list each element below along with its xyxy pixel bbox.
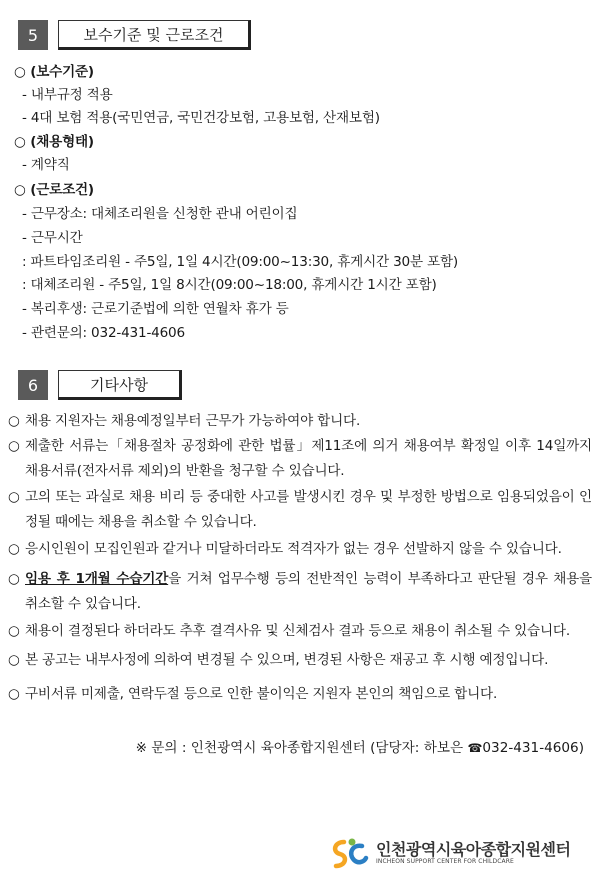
list-item: - 4대 보험 적용(국민연금, 국민건강보험, 고용보험, 산재보험) [22,110,380,126]
list-item: - 내부규정 적용 [22,87,113,103]
list-item: - 계약직 [22,157,70,173]
notice-item [8,648,592,673]
category-heading: ○ (보수기준) [14,64,94,80]
circle-bullet: ○ [8,623,20,639]
notice-text: 채용 지원자는 채용예정일부터 근무가 가능하여야 합니다. [25,413,361,429]
notice-text: 채용이 결정된다 하더라도 추후 결격사유 및 신체검사 결과 등으로 채용이 취소될 수 있습니다. [25,623,570,639]
circle-bullet: ○ [8,652,20,668]
logo-subtitle: INCHEON SUPPORT CENTER FOR CHILDCARE [376,857,514,865]
organization-logo [330,836,570,870]
list-item: - 관련문의: 032-431-4606 [22,325,185,341]
notice-text: 구비서류 미제출, 연락두절 등으로 인한 불이익은 지원자 본인의 책임으로 합니다. [25,686,498,702]
circle-bullet: ○ [8,541,20,557]
circle-bullet: ○ [8,489,20,505]
logo-name: 인천광역시육아종합지원센터 [376,839,571,859]
notice-text: 을 거쳐 업무수행 등의 전반적인 능력이 부족하다고 판단될 경우 채용을 취소할 수 있습니다. [25,571,592,612]
circle-bullet: ○ [8,413,20,429]
notice-item [8,537,592,562]
section-6-header [18,370,182,400]
notice-text: 응시인원이 모집인원과 같거나 미달하더라도 적격자가 없는 경우 선발하지 않을 수 있습니다. [25,541,562,557]
logo-emblem-icon [330,836,370,870]
notice-item [8,619,592,644]
notice-item [8,682,592,707]
section-number: 5 [18,20,48,50]
phone-icon: ☎ [467,741,483,755]
circle-bullet: ○ [8,438,20,454]
emphasis-text: 임용 후 1개월 수습기간 [25,571,169,587]
notice-text: 고의 또는 과실로 채용 비리 등 중대한 사고를 발생시킨 경우 및 부정한 방법으로 임용되었음이 인정될 때에는 채용을 취소할 수 있습니다. [25,489,592,530]
list-item: - 근무시간 [22,230,83,246]
contact-phone: 032-431-4606) [482,740,584,756]
contact-info [136,736,584,756]
section-5-header [18,20,251,50]
notice-item [8,434,592,484]
notice-item [8,485,592,535]
list-subitem: : 파트타임조리원 - 주5일, 1일 4시간(09:00~13:30, 휴게시간 30분 포함) [22,254,458,270]
category-heading: ○ (근로조건) [14,182,94,198]
list-item: - 근무장소: 대체조리원을 신청한 관내 어린이집 [22,206,298,222]
notice-text: 본 공고는 내부사정에 의하여 변경될 수 있으며, 변경된 사항은 재공고 후 시행 예정입니다. [25,652,549,668]
list-subitem: : 대체조리원 - 주5일, 1일 8시간(09:00~18:00, 휴게시간 1시간 포함) [22,277,437,293]
category-heading: ○ (채용형태) [14,134,94,150]
section-number: 6 [18,370,48,400]
notice-item [8,567,592,617]
circle-bullet: ○ [8,571,20,587]
section-title: 기타사항 [58,370,182,400]
circle-bullet: ○ [8,686,20,702]
contact-prefix: ※ 문의 : 인천광역시 육아종합지원센터 (담당자: 하보은 [135,740,468,756]
notice-text: 제출한 서류는「채용절차 공정화에 관한 법률」제11조에 의거 채용여부 확정일 이후 14일까지 채용서류(전자서류 제외)의 반환을 청구할 수 있습니다. [25,438,592,479]
notice-item [8,409,592,434]
section-title: 보수기준 및 근로조건 [58,20,251,50]
list-item: - 복리후생: 근로기준법에 의한 연월차 휴가 등 [22,301,289,317]
